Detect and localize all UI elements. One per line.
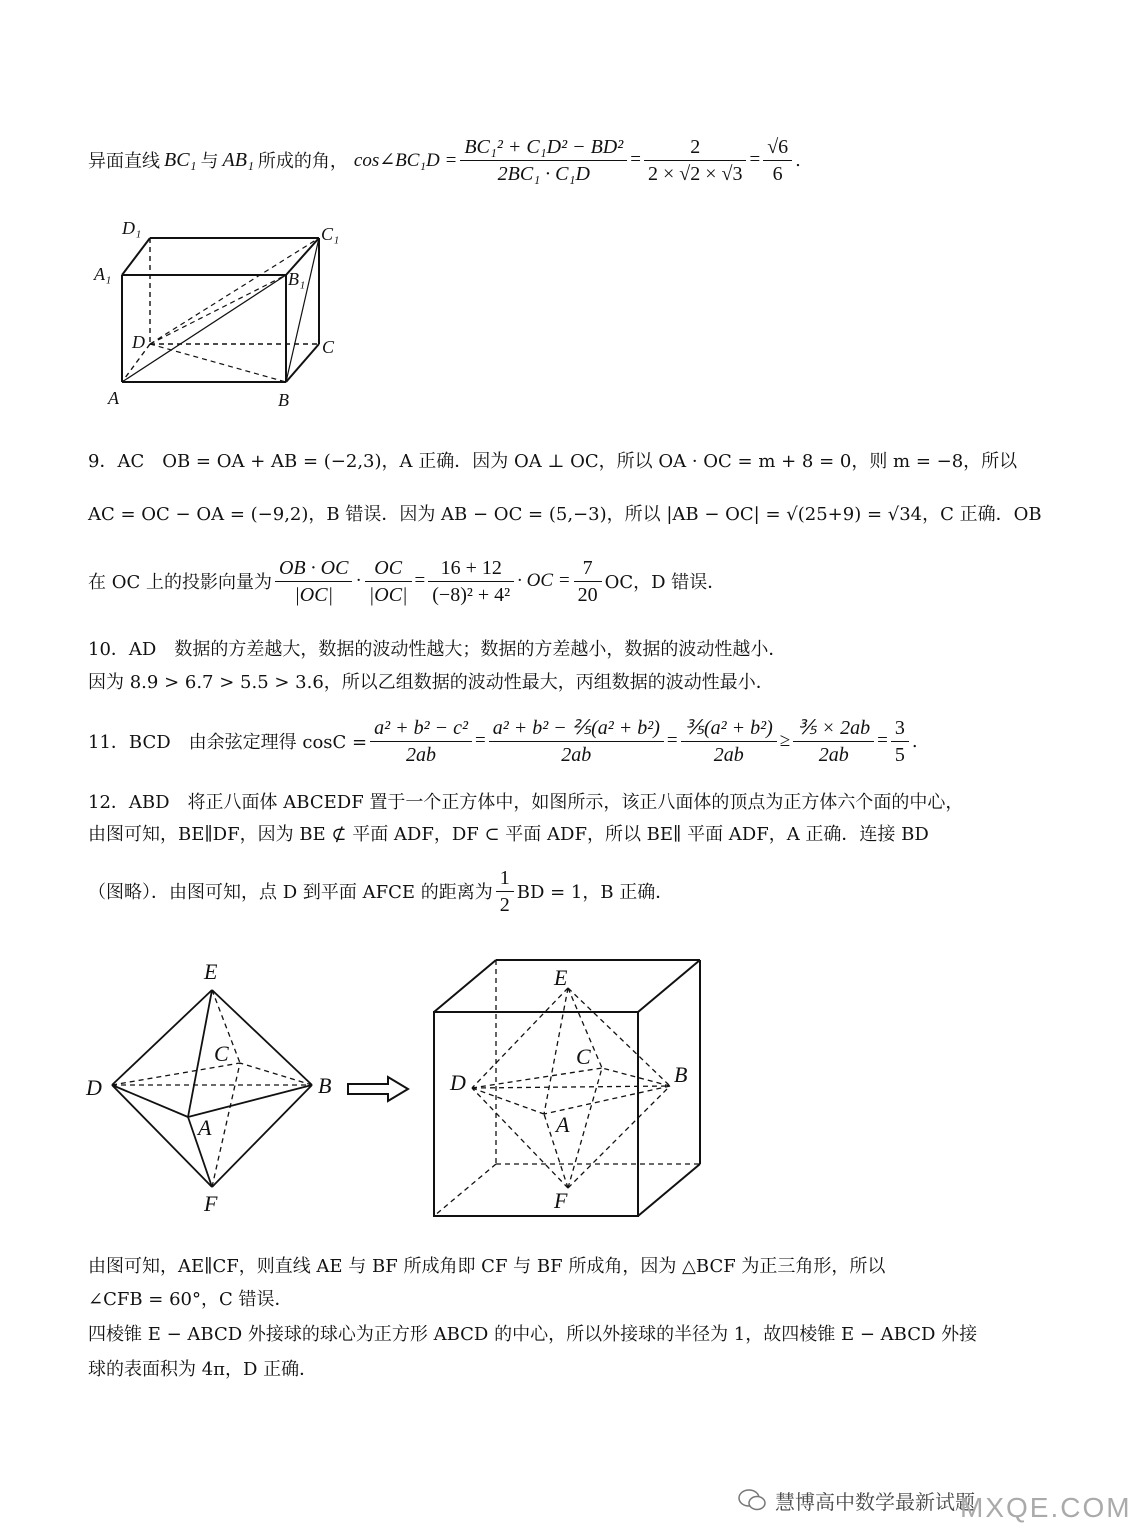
- label-b1: B₁: [288, 269, 306, 289]
- watermark-logo: MXQE.COM: [960, 1492, 1132, 1523]
- q12-line-3: [88, 860, 673, 922]
- text: 所成的角，: [257, 151, 348, 172]
- label-f: F: [554, 1188, 568, 1213]
- text: BD = 1，B 正确．: [516, 882, 674, 903]
- q11-line: [88, 705, 918, 777]
- label-b: B: [318, 1073, 332, 1098]
- fraction: [428, 555, 514, 608]
- oct-edge: [472, 1068, 602, 1088]
- numerator: a² + b² − ⅖(a² + b²): [489, 715, 664, 742]
- text: .: [795, 149, 801, 171]
- q9-line-1: 9．AC OB = OA + AB = (−2,3)，A 正确．因为 OA ⊥ OC，所以 OA · OC = m + 8 = 0，则 m = −8，所以: [88, 451, 1018, 472]
- hidden-edge: [150, 275, 286, 344]
- label-e: E: [554, 965, 568, 990]
- denominator: (−8)² + 4²: [432, 583, 511, 606]
- math-cos: cos∠BC₁D =: [353, 149, 458, 171]
- equals: =: [414, 570, 426, 591]
- fraction: [891, 715, 909, 768]
- edge: [286, 238, 319, 382]
- fraction: [793, 715, 874, 768]
- wechat-icon: [738, 1488, 766, 1512]
- denominator: |OC|: [368, 583, 408, 606]
- q9-line-3: 在 OC 上的投影向量为 $\frac{OB \cdot OC}{|OC|}$ · $\frac{OC}{|OC|}$ = $\frac{16 + 12}{\text{(−8)² + 4²}}$ · OC = $\frac{7}{20}$ OC，D 错误．: [88, 556, 726, 606]
- equals: =: [630, 149, 641, 170]
- octahedron-figure: [80, 955, 350, 1220]
- fraction: [644, 134, 747, 187]
- fraction: [370, 715, 472, 768]
- label-d1: D₁: [122, 218, 142, 238]
- edge: [638, 960, 700, 1012]
- label-d: D: [132, 332, 145, 352]
- edge: [434, 960, 496, 1012]
- tail-line-4: 球的表面积为 4π，D 正确．: [88, 1359, 318, 1380]
- oct-edge: [472, 1088, 568, 1188]
- fraction: [489, 715, 664, 768]
- q12-line-2: 由图可知，BE∥DF，因为 BE ⊄ 平面 ADF，DF ⊂ 平面 ADF，所以 BE∥ 平面 ADF，A 正确．连接 BD: [88, 824, 929, 845]
- label-d: D: [450, 1070, 466, 1095]
- hidden-edge: [212, 1063, 240, 1187]
- fraction: [460, 134, 627, 187]
- label-a: A: [108, 388, 119, 408]
- label-c: C: [214, 1041, 229, 1066]
- oct-edge: [472, 988, 568, 1088]
- text: 与: [200, 151, 219, 172]
- arrow-right-icon: [346, 1074, 412, 1104]
- text: .: [911, 730, 918, 752]
- denominator: 2 × √2 × √3: [647, 162, 743, 185]
- math-bc1: BC₁: [164, 148, 197, 171]
- oct-edge: [568, 1086, 670, 1188]
- q12-line-1: 12．ABD 将正八面体 ABCEDF 置于一个正方体中，如图所示，该正八面体的顶点为正方体六个面的中心，: [88, 792, 964, 813]
- text: （图略）．由图可知，点 D 到平面 AFCE 的距离为: [88, 882, 493, 903]
- edge: [188, 1085, 312, 1117]
- denominator: |OC|: [294, 583, 334, 606]
- q10-line-2: 因为 8.9 > 6.7 > 5.5 > 3.6，所以乙组数据的波动性最大，丙组数据的波动性最小．: [88, 672, 774, 693]
- q9-line-2: AC = OC − OA = (−9,2)，B 错误．因为 AB − OC = (5,−3)，所以 |AB − OC| = √(25+9) = √34，C 正确．OB: [88, 504, 1042, 525]
- hidden-edge: [150, 344, 286, 382]
- line-1: [88, 128, 801, 192]
- fraction: [496, 865, 514, 918]
- denominator: 2BC₁ · C₁D: [497, 162, 590, 185]
- label-b: B: [278, 390, 289, 410]
- numerator: 16 + 12: [428, 555, 514, 582]
- oct-edge: [544, 1086, 670, 1114]
- denominator: 6: [772, 162, 783, 185]
- label-a: A: [556, 1112, 570, 1137]
- edge: [112, 1085, 188, 1117]
- denominator: 20: [577, 583, 598, 606]
- numerator: OC: [365, 555, 412, 582]
- fraction: [574, 555, 602, 608]
- label-b: B: [674, 1062, 688, 1087]
- equals: =: [749, 149, 761, 170]
- denominator: 2ab: [713, 743, 744, 766]
- cube-octahedron-figure: [420, 950, 720, 1225]
- label-d: D: [86, 1075, 102, 1100]
- math-ab1: AB₁: [222, 148, 254, 171]
- tail-line-3: 四棱锥 E − ABCD 外接球的球心为正方形 ABCD 的中心，所以外接球的半径为 1，故四棱锥 E − ABCD 外接: [88, 1324, 978, 1345]
- fraction: [365, 555, 412, 608]
- text: 异面直线: [88, 151, 160, 172]
- oct-edge: [472, 1088, 544, 1114]
- denominator: 5: [894, 743, 905, 766]
- fraction: [275, 555, 352, 608]
- edge: [122, 275, 286, 382]
- label-a1: A₁: [94, 264, 112, 284]
- edge: [212, 1085, 312, 1187]
- numerator: 1: [496, 865, 514, 892]
- equals: =: [666, 730, 678, 751]
- edge: [122, 238, 150, 275]
- tail-line-1: 由图可知，AE∥CF，则直线 AE 与 BF 所成角即 CF 与 BF 所成角，因为 △BCF 为正三角形，所以: [88, 1256, 886, 1277]
- numerator: BC₁² + C₁D² − BD²: [460, 134, 627, 161]
- numerator: a² + b² − c²: [370, 715, 472, 742]
- fraction: [681, 715, 777, 768]
- label-c: C: [322, 337, 335, 357]
- hidden-edge: [434, 1164, 496, 1216]
- text: 11．BCD 由余弦定理得 cosC =: [88, 732, 368, 753]
- denominator: 2ab: [561, 743, 592, 766]
- oct-edge: [472, 1086, 670, 1088]
- oct-edge: [544, 988, 568, 1114]
- numerator: 2: [644, 134, 747, 161]
- text: 在 OC 上的投影向量为: [88, 572, 272, 593]
- label-f: F: [204, 1191, 218, 1216]
- denominator: 2ab: [406, 743, 437, 766]
- equals: =: [877, 730, 888, 751]
- denominator: 2ab: [818, 743, 849, 766]
- numerator: 7: [574, 555, 602, 582]
- text: OC，D 错误．: [604, 572, 726, 593]
- watermark-text: 慧博高中数学最新试题: [775, 1490, 975, 1514]
- label-c1: C₁: [321, 224, 340, 244]
- oct-edge: [568, 1068, 602, 1188]
- numerator: √6: [763, 134, 792, 161]
- label-c: C: [576, 1044, 591, 1069]
- text: · OC =: [517, 570, 571, 591]
- numerator: ⅗(a² + b²): [681, 715, 777, 742]
- numerator: ⅗ × 2ab: [793, 715, 874, 742]
- cube-front-face: [434, 1012, 638, 1216]
- edge: [112, 1085, 212, 1187]
- tail-line-2: ∠CFB = 60°，C 错误．: [88, 1289, 293, 1310]
- label-e: E: [204, 959, 218, 984]
- edge: [212, 990, 312, 1085]
- denominator: 2: [499, 893, 510, 916]
- numerator: 3: [891, 715, 909, 742]
- numerator: OB · OC: [275, 555, 352, 582]
- edge: [638, 1164, 700, 1216]
- q10-line-1: 10．AD 数据的方差越大，数据的波动性越大；数据的方差越小，数据的波动性越小．: [88, 639, 787, 660]
- equals: =: [474, 730, 486, 751]
- greater-equal: ≥: [779, 730, 791, 751]
- label-a: A: [198, 1115, 212, 1140]
- fraction: [763, 134, 792, 187]
- cuboid-figure: [88, 210, 358, 415]
- hidden-edge: [150, 238, 319, 344]
